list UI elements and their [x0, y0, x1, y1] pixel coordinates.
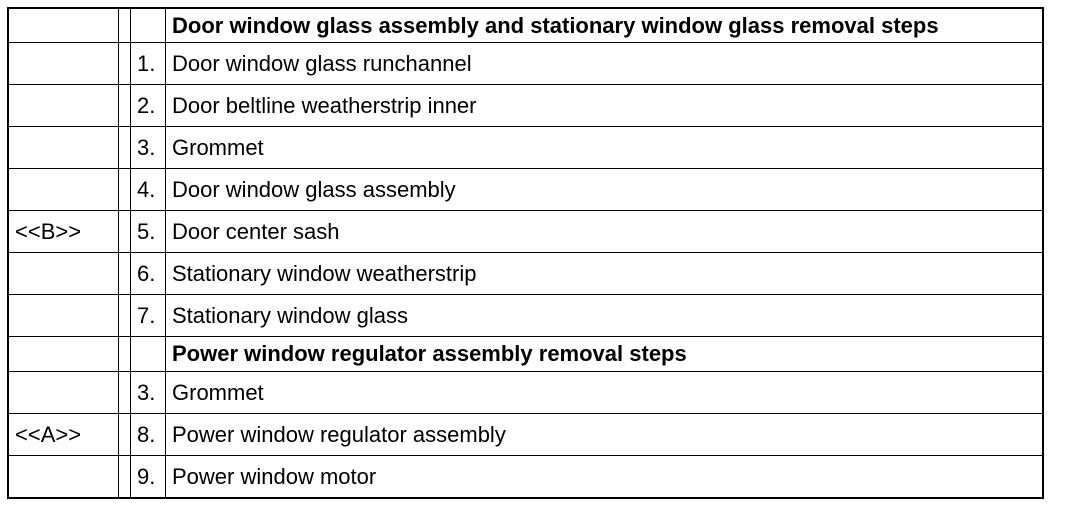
removal-steps-table: [7, 7, 1044, 499]
step-description: Door window glass assembly: [166, 169, 1044, 211]
step-ref: [8, 253, 119, 295]
step-row: [8, 169, 1043, 211]
step-ref: [8, 169, 119, 211]
step-description: Power window regulator assembly: [166, 414, 1044, 456]
step-number: 9.: [131, 456, 166, 499]
step-row: [8, 414, 1043, 456]
step-row: [8, 456, 1043, 499]
step-description: Grommet: [166, 372, 1044, 414]
step-number: 3.: [131, 127, 166, 169]
step-description: Door beltline weatherstrip inner: [166, 85, 1044, 127]
step-ref: <<B>>: [8, 211, 119, 253]
section-heading-row: [8, 337, 1043, 372]
section-heading-row: [8, 8, 1043, 43]
step-row: [8, 253, 1043, 295]
step-description: Stationary window weatherstrip: [166, 253, 1044, 295]
step-number: 2.: [131, 85, 166, 127]
step-ref: [8, 295, 119, 337]
step-ref: [8, 127, 119, 169]
step-number: 3.: [131, 372, 166, 414]
step-number: 1.: [131, 43, 166, 85]
step-number: 8.: [131, 414, 166, 456]
section-title: Door window glass assembly and stationary window glass removal steps: [166, 8, 1044, 43]
step-description: Grommet: [166, 127, 1044, 169]
step-ref: [8, 372, 119, 414]
step-row: [8, 127, 1043, 169]
step-row: [8, 85, 1043, 127]
step-number: 7.: [131, 295, 166, 337]
step-ref: [8, 456, 119, 499]
step-row: [8, 295, 1043, 337]
section-title: Power window regulator assembly removal steps: [166, 337, 1044, 372]
step-number: 6.: [131, 253, 166, 295]
step-row: [8, 43, 1043, 85]
step-number: 4.: [131, 169, 166, 211]
step-number: 5.: [131, 211, 166, 253]
step-ref: [8, 85, 119, 127]
step-description: Stationary window glass: [166, 295, 1044, 337]
step-ref: [8, 43, 119, 85]
step-row: [8, 211, 1043, 253]
step-ref: <<A>>: [8, 414, 119, 456]
step-description: Power window motor: [172, 463, 377, 489]
step-description: Door window glass runchannel: [166, 43, 1044, 85]
step-row: [8, 372, 1043, 414]
step-description: Door center sash: [166, 211, 1044, 253]
